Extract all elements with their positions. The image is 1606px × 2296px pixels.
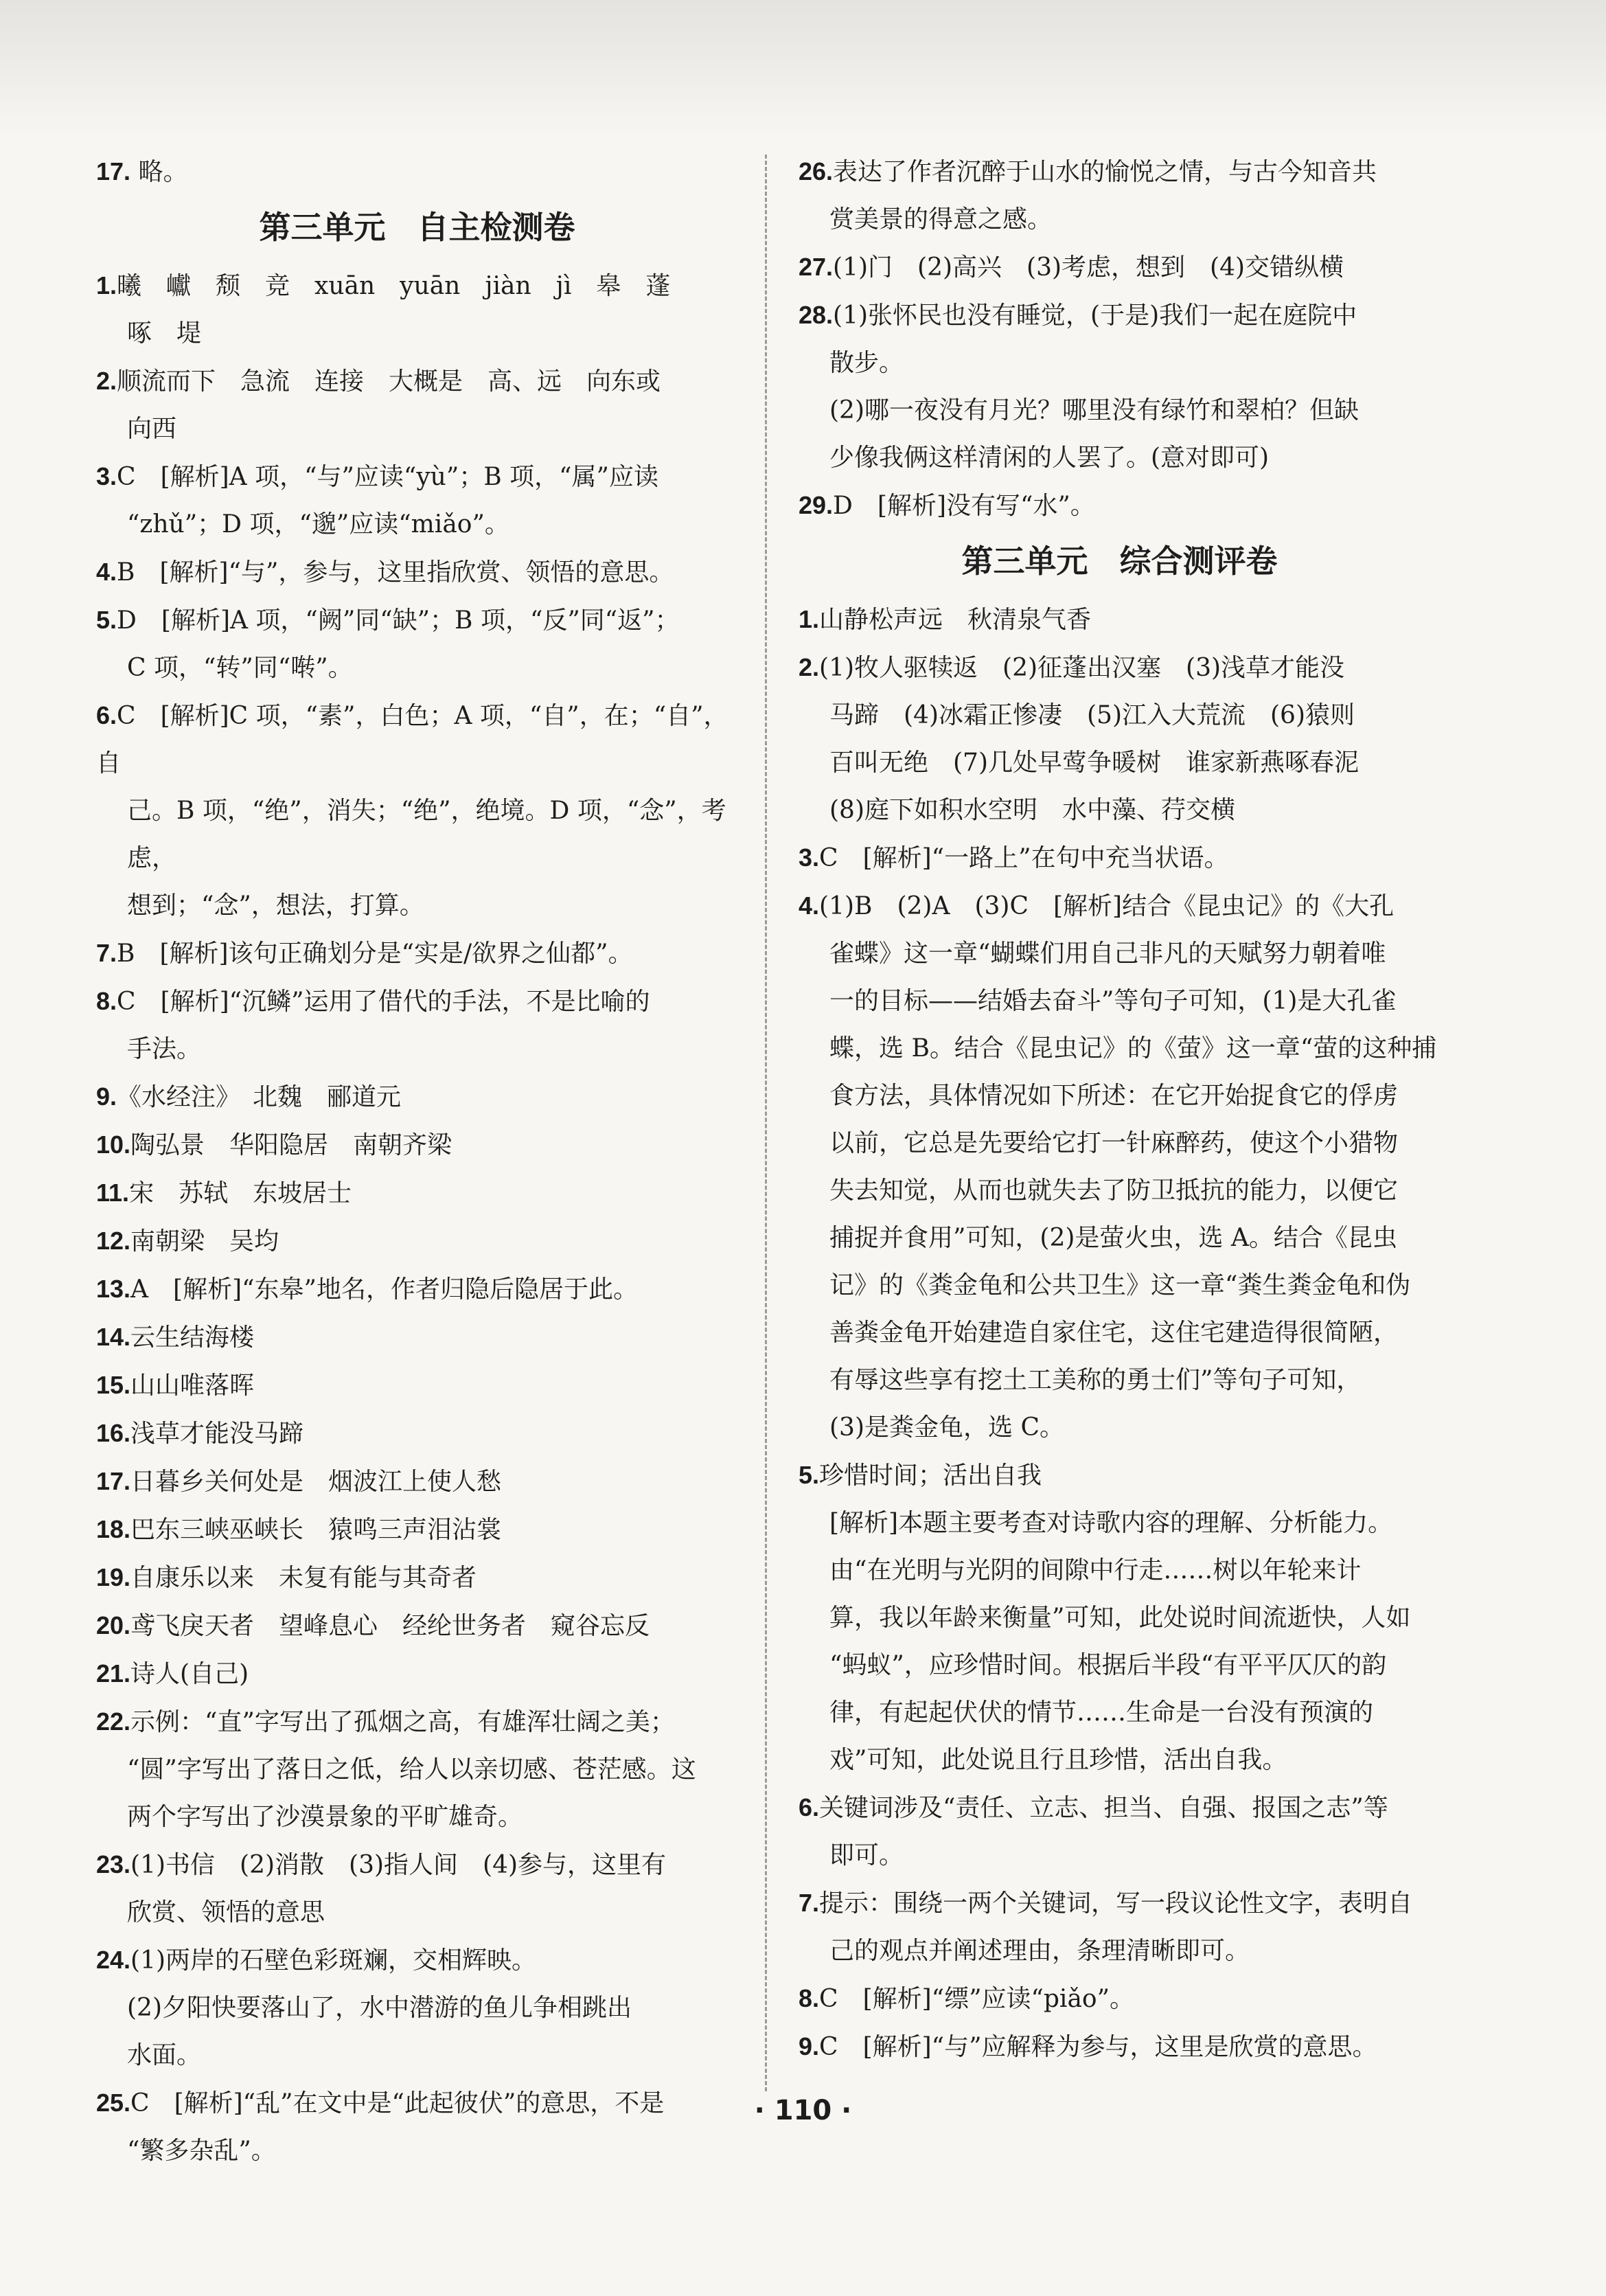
item-text: (1)门 (2)高兴 (3)考虑，想到 (4)交错纵横 — [833, 253, 1344, 282]
item-text: 戏”可知，此处说且行且珍惜，活出自我。 — [829, 1746, 1287, 1774]
answer-line — [96, 1698, 738, 1746]
item-text: “zhǔ”；D 项，“邈”应读“miǎo”。 — [127, 510, 509, 538]
item-number: 4. — [799, 891, 820, 920]
answer-line — [96, 405, 738, 453]
item-number: 21. — [96, 1659, 131, 1687]
item-number: 29. — [799, 491, 834, 519]
answer-item — [96, 1169, 738, 1217]
item-number: 16. — [96, 1419, 131, 1447]
answer-line — [96, 453, 738, 501]
answer-line — [799, 882, 1441, 930]
item-text: 善粪金龟开始建造自家住宅，这住宅建造得很简陋， — [829, 1319, 1399, 1347]
answer-line — [96, 1073, 738, 1121]
item-number: 3. — [799, 843, 820, 872]
item-text: 蝶，选 B。结合《昆虫记》的《萤》这一章“萤的这种捕 — [829, 1034, 1437, 1062]
item-text: 以前，它总是先要给它打一针麻醉药，使这个小猎物 — [829, 1129, 1399, 1157]
answer-item — [799, 243, 1441, 291]
answer-line — [96, 929, 738, 977]
answer-line — [799, 786, 1441, 834]
answer-line — [96, 1602, 738, 1650]
item-number: 8. — [799, 1984, 820, 2012]
item-text: 失去知觉，从而也就失去了防卫抵抗的能力，以便它 — [829, 1177, 1399, 1205]
answer-line — [799, 1356, 1441, 1404]
item-text: “繁多杂乱”。 — [127, 2137, 276, 2165]
answer-line — [96, 1169, 738, 1217]
answer-item — [96, 1121, 738, 1169]
section-title: 第三单元 自主检测卷 — [259, 209, 575, 246]
item-text: 浅草才能没马蹄 — [130, 1420, 304, 1448]
item-number: 9. — [96, 1082, 117, 1111]
answer-item — [96, 1457, 738, 1505]
answer-line — [96, 1650, 738, 1698]
answer-line — [96, 1841, 738, 1889]
answer-line — [799, 291, 1441, 339]
answer-item — [96, 1602, 738, 1650]
item-text: 少像我俩这样清闲的人罢了。(意对即可) — [829, 444, 1270, 472]
item-text: 关键词涉及“责任、立志、担当、自强、报国之志”等 — [819, 1794, 1388, 1822]
item-text: (8)庭下如积水空明 水中藻、荇交横 — [829, 796, 1235, 824]
answer-line — [96, 1409, 738, 1457]
item-text: 捕捉并食用”可知，(2)是萤火虫，选 A。结合《昆虫 — [829, 1224, 1397, 1252]
answer-line — [96, 2127, 738, 2174]
item-text: 山山唯落晖 — [130, 1372, 255, 1400]
item-text: 赏美景的得意之感。 — [829, 205, 1053, 234]
item-number: 14. — [96, 1323, 131, 1351]
answer-line — [96, 1793, 738, 1841]
item-text: C 项，“转”同“啭”。 — [127, 654, 353, 682]
answer-item — [96, 1936, 738, 2079]
answer-item — [799, 834, 1441, 882]
item-number: 9. — [799, 2032, 820, 2060]
item-text: 提示：围绕一两个关键词，写一段议论性文字，表明自 — [819, 1889, 1413, 1918]
answer-line — [799, 644, 1441, 692]
item-text: 日暮乡关何处是 烟波江上使人愁 — [130, 1468, 502, 1496]
item-number: 13. — [96, 1275, 131, 1303]
answer-item — [799, 1975, 1441, 2023]
item-text: 有辱这些享有挖土工美称的勇士们”等句子可知， — [829, 1366, 1362, 1394]
answer-line — [96, 977, 738, 1025]
item-text: (1)书信 (2)消散 (3)指人间 (4)参与，这里有 — [130, 1851, 667, 1879]
item-text: 己的观点并阐述理由，条理清晰即可。 — [829, 1937, 1250, 1965]
item-number: 25. — [96, 2089, 131, 2117]
answer-line — [96, 1889, 738, 1936]
answer-item — [96, 1313, 738, 1361]
answer-list — [799, 595, 1441, 2071]
answer-line — [96, 882, 738, 929]
item-number: 22. — [96, 1707, 131, 1736]
answer-item — [96, 2079, 738, 2174]
answer-line — [799, 1784, 1441, 1832]
item-text: 百叫无绝 (7)几处早莺争暖树 谁家新燕啄春泥 — [829, 749, 1359, 777]
item-text: (3)是粪金龟，选 C。 — [829, 1413, 1064, 1442]
answer-line — [799, 595, 1441, 644]
answer-line — [799, 1262, 1441, 1309]
answer-item — [96, 1265, 738, 1313]
answer-line — [799, 2023, 1441, 2071]
answer-item — [799, 1451, 1441, 1784]
answer-item — [96, 1841, 738, 1936]
item-text: 诗人(自己) — [130, 1660, 249, 1688]
answer-line — [799, 1072, 1441, 1119]
answer-item — [96, 148, 738, 196]
answer-line — [799, 339, 1441, 387]
page-number: · 110 · — [754, 2095, 852, 2126]
item-number: 2. — [96, 367, 117, 395]
item-text: 食方法，具体情况如下所述：在它开始捉食它的俘虏 — [829, 1082, 1399, 1110]
item-text: C [解析]C 项，“素”，白色；A 项，“自”，在；“自”，自 — [96, 702, 729, 777]
answer-line — [799, 1547, 1441, 1594]
answer-line — [96, 357, 738, 405]
answer-line — [799, 1025, 1441, 1072]
item-text: (2)哪一夜没有月光？哪里没有绿竹和翠柏？但缺 — [829, 396, 1359, 424]
answer-line — [96, 262, 738, 310]
item-number: 5. — [96, 606, 117, 634]
answer-line — [96, 1121, 738, 1169]
answer-line — [96, 1025, 738, 1073]
answer-item — [799, 595, 1441, 644]
item-number: 1. — [799, 605, 820, 633]
answer-item — [799, 148, 1441, 243]
item-text: (2)夕阳快要落山了，水中潜游的鱼儿争相跳出 — [127, 1994, 632, 2022]
item-text: 由“在光明与光阴的间隙中行走……树以年轮来计 — [829, 1556, 1362, 1584]
answer-item — [799, 481, 1441, 530]
item-text: C [解析]A 项，“与”应读“yù”；B 项，“属”应读 — [117, 463, 658, 491]
answer-item — [96, 596, 738, 692]
answer-line — [799, 434, 1441, 481]
answer-item — [799, 291, 1441, 481]
item-number: 23. — [96, 1850, 131, 1878]
item-number: 24. — [96, 1946, 131, 1974]
answer-line — [799, 1832, 1441, 1879]
answer-line — [799, 1309, 1441, 1356]
answer-item — [96, 453, 738, 548]
item-text: B [解析]“与”，参与，这里指欣赏、领悟的意思。 — [117, 558, 674, 587]
item-text: C [解析]“乱”在文中是“此起彼伏”的意思，不是 — [130, 2089, 665, 2117]
answer-item — [96, 1650, 738, 1698]
item-number: 26. — [799, 157, 834, 185]
item-text: C [解析]“一路上”在句中充当状语。 — [819, 844, 1229, 872]
answer-line — [799, 1119, 1441, 1167]
answer-item — [96, 1554, 738, 1602]
item-text: 即可。 — [829, 1841, 904, 1869]
answer-item — [96, 1409, 738, 1457]
item-number: 7. — [96, 939, 117, 967]
item-text: 想到；“念”，想法，打算。 — [127, 891, 424, 920]
item-number: 20. — [96, 1611, 131, 1639]
item-number: 3. — [96, 462, 117, 490]
answer-line — [799, 148, 1441, 196]
answer-line — [96, 2032, 738, 2079]
answer-item — [96, 1698, 738, 1841]
item-text: [解析]本题主要考查对诗歌内容的理解、分析能力。 — [829, 1509, 1393, 1537]
item-number: 17. — [96, 1467, 131, 1495]
item-text: C [解析]“与”应解释为参与，这里是欣赏的意思。 — [819, 2033, 1377, 2061]
answer-line — [799, 387, 1441, 434]
item-text: B [解析]该句正确划分是“实是/欲界之仙都”。 — [117, 940, 633, 968]
answer-line — [96, 1746, 738, 1793]
column-divider — [765, 155, 767, 2091]
answer-line — [799, 834, 1441, 882]
item-text: 律，有起起伏伏的情节……生命是一台没有预演的 — [829, 1698, 1374, 1727]
answer-line — [96, 692, 738, 787]
answer-line — [799, 481, 1441, 530]
item-number: 8. — [96, 987, 117, 1015]
answer-line — [799, 1927, 1441, 1975]
item-text: 一的目标——结婚去奋斗”等句子可知，(1)是大孔雀 — [829, 987, 1397, 1015]
answer-line — [799, 1499, 1441, 1547]
answer-line — [799, 1404, 1441, 1451]
answer-item — [799, 1879, 1441, 1975]
answer-line — [799, 1879, 1441, 1927]
item-text: 宋 苏轼 东坡居士 — [129, 1179, 352, 1207]
answer-line — [96, 1217, 738, 1265]
item-text: (1)张怀民也没有睡觉，(于是)我们一起在庭院中 — [833, 302, 1357, 330]
answer-line — [799, 196, 1441, 243]
item-text: 水面。 — [127, 2041, 202, 2069]
answer-item — [96, 1361, 738, 1409]
item-text: 自康乐以来 未复有能与其奇者 — [130, 1564, 477, 1592]
section-title: 第三单元 综合测评卷 — [961, 543, 1278, 580]
answer-line — [799, 739, 1441, 786]
item-text: 鸢飞戾天者 望峰息心 经纶世务者 窥谷忘反 — [130, 1612, 650, 1640]
answer-line — [799, 692, 1441, 739]
item-text: 曦 巘 颓 竞 xuān yuān jiàn jì 皋 蓬 — [117, 272, 671, 300]
item-text: (1)两岸的石壁色彩斑斓，交相辉映。 — [130, 1946, 537, 1975]
answer-line — [799, 1167, 1441, 1214]
item-text: 算，我以年龄来衡量”可知，此处说时间流逝快，人如 — [829, 1604, 1411, 1632]
item-number: 4. — [96, 558, 117, 586]
answer-line — [96, 548, 738, 596]
item-number: 7. — [799, 1889, 820, 1917]
item-text: D [解析]没有写“水”。 — [833, 492, 1095, 520]
item-text: 己。B 项，“绝”，消失；“绝”，绝境。D 项，“念”，考虑， — [127, 797, 726, 872]
answer-item — [96, 548, 738, 596]
item-number: 10. — [96, 1130, 131, 1159]
answer-item — [96, 357, 738, 453]
answer-list — [799, 148, 1441, 530]
item-number: 19. — [96, 1563, 131, 1591]
answer-item — [96, 977, 738, 1073]
answer-line — [96, 501, 738, 548]
answer-item — [799, 2023, 1441, 2071]
item-text: 表达了作者沉醉于山水的愉悦之情，与古今知音共 — [833, 158, 1377, 186]
item-number: 11. — [96, 1179, 130, 1207]
item-number: 5. — [799, 1461, 820, 1489]
item-number: 6. — [96, 701, 117, 729]
item-text: 顺流而下 急流 连接 大概是 高、远 向东或 — [117, 367, 661, 396]
answer-item — [96, 262, 738, 357]
item-text: 两个字写出了沙漠景象的平旷雄奇。 — [127, 1803, 523, 1831]
answer-line — [96, 1554, 738, 1602]
answer-list — [96, 262, 738, 2174]
item-text: 马蹄 (4)冰霜正惨凄 (5)江入大荒流 (6)猿则 — [829, 701, 1355, 729]
page-top-shadow — [0, 0, 1606, 137]
item-text: 云生结海楼 — [130, 1323, 255, 1352]
item-text: 散步。 — [829, 349, 904, 377]
item-text: C [解析]“沉鳞”运用了借代的手法，不是比喻的 — [117, 988, 650, 1016]
answer-item — [96, 929, 738, 977]
answer-line — [96, 644, 738, 692]
answer-line — [96, 1457, 738, 1505]
answer-line — [96, 310, 738, 357]
item-number: 12. — [96, 1227, 131, 1255]
answer-line — [96, 1361, 738, 1409]
answer-line — [799, 1451, 1441, 1499]
item-number: 6. — [799, 1793, 820, 1821]
item-text: 山静松声远 秋清泉气香 — [819, 606, 1092, 634]
item-text: 欣赏、领悟的意思 — [127, 1898, 325, 1926]
answer-line — [799, 977, 1441, 1025]
item-number: 28. — [799, 301, 834, 329]
item-text: 向西 — [127, 415, 177, 443]
item-text: C [解析]“缥”应读“piǎo”。 — [819, 1985, 1134, 2013]
item-number: 2. — [799, 653, 820, 681]
item-text: 示例：“直”字写出了孤烟之高，有雄浑壮阔之美； — [130, 1708, 675, 1736]
item-text: 《水经注》 北魏 郦道元 — [117, 1083, 402, 1111]
item-text: 雀蝶》这一章“蝴蝶们用自己非凡的天赋努力朝着唯 — [829, 940, 1386, 968]
item-text: 记》的《粪金龟和公共卫生》这一章“粪生粪金龟和伪 — [829, 1271, 1411, 1299]
item-number: 1. — [96, 271, 117, 299]
item-text: “蚂蚁”，应珍惜时间。根据后半段“有平平仄仄的韵 — [829, 1651, 1387, 1679]
answer-item — [799, 644, 1441, 834]
item-text: (1)牧人驱犊返 (2)征蓬出汉塞 (3)浅草才能没 — [819, 654, 1345, 682]
answer-line — [799, 1594, 1441, 1641]
item-text: 手法。 — [127, 1035, 202, 1063]
item-number: 17. — [96, 157, 131, 185]
item-text: D [解析]A 项，“阙”同“缺”；B 项，“反”同“返”； — [117, 606, 680, 635]
item-number: 27. — [799, 253, 834, 281]
item-text: 陶弘景 华阳隐居 南朝齐梁 — [130, 1131, 452, 1159]
answer-item — [96, 692, 738, 929]
answer-line — [96, 787, 738, 882]
answer-item — [96, 1073, 738, 1121]
answer-line — [96, 1313, 738, 1361]
item-number: 18. — [96, 1515, 131, 1543]
answer-line — [799, 1975, 1441, 2023]
answer-line — [799, 1641, 1441, 1689]
item-number: 15. — [96, 1371, 131, 1399]
answer-item — [799, 1784, 1441, 1879]
answer-line — [96, 1984, 738, 2032]
item-text: (1)B (2)A (3)C [解析]结合《昆虫记》的《大孔 — [819, 892, 1395, 920]
answer-line — [96, 1936, 738, 1984]
item-text: 略。 — [138, 158, 188, 186]
item-text: 南朝梁 吴均 — [130, 1227, 279, 1255]
item-text: 巴东三峡巫峡长 猿鸣三声泪沾裳 — [130, 1516, 502, 1544]
right-column — [799, 148, 1441, 2071]
answer-line — [96, 1265, 738, 1313]
answer-line — [96, 596, 738, 644]
item-text: 珍惜时间；活出自我 — [819, 1462, 1042, 1490]
answer-line — [799, 243, 1441, 291]
item-text: 啄 堤 — [127, 319, 202, 348]
item-text: “圆”字写出了落日之低，给人以亲切感、苍茫感。这 — [127, 1755, 696, 1784]
answer-line — [799, 930, 1441, 977]
item-text: A [解析]“东皋”地名，作者归隐后隐居于此。 — [130, 1275, 638, 1304]
answer-item — [96, 1217, 738, 1265]
left-column — [96, 148, 738, 2174]
answer-line — [799, 1736, 1441, 1784]
answer-line — [96, 1505, 738, 1554]
answer-line — [799, 1689, 1441, 1736]
answer-item — [96, 1505, 738, 1554]
answer-item — [799, 882, 1441, 1451]
answer-line — [799, 1214, 1441, 1262]
